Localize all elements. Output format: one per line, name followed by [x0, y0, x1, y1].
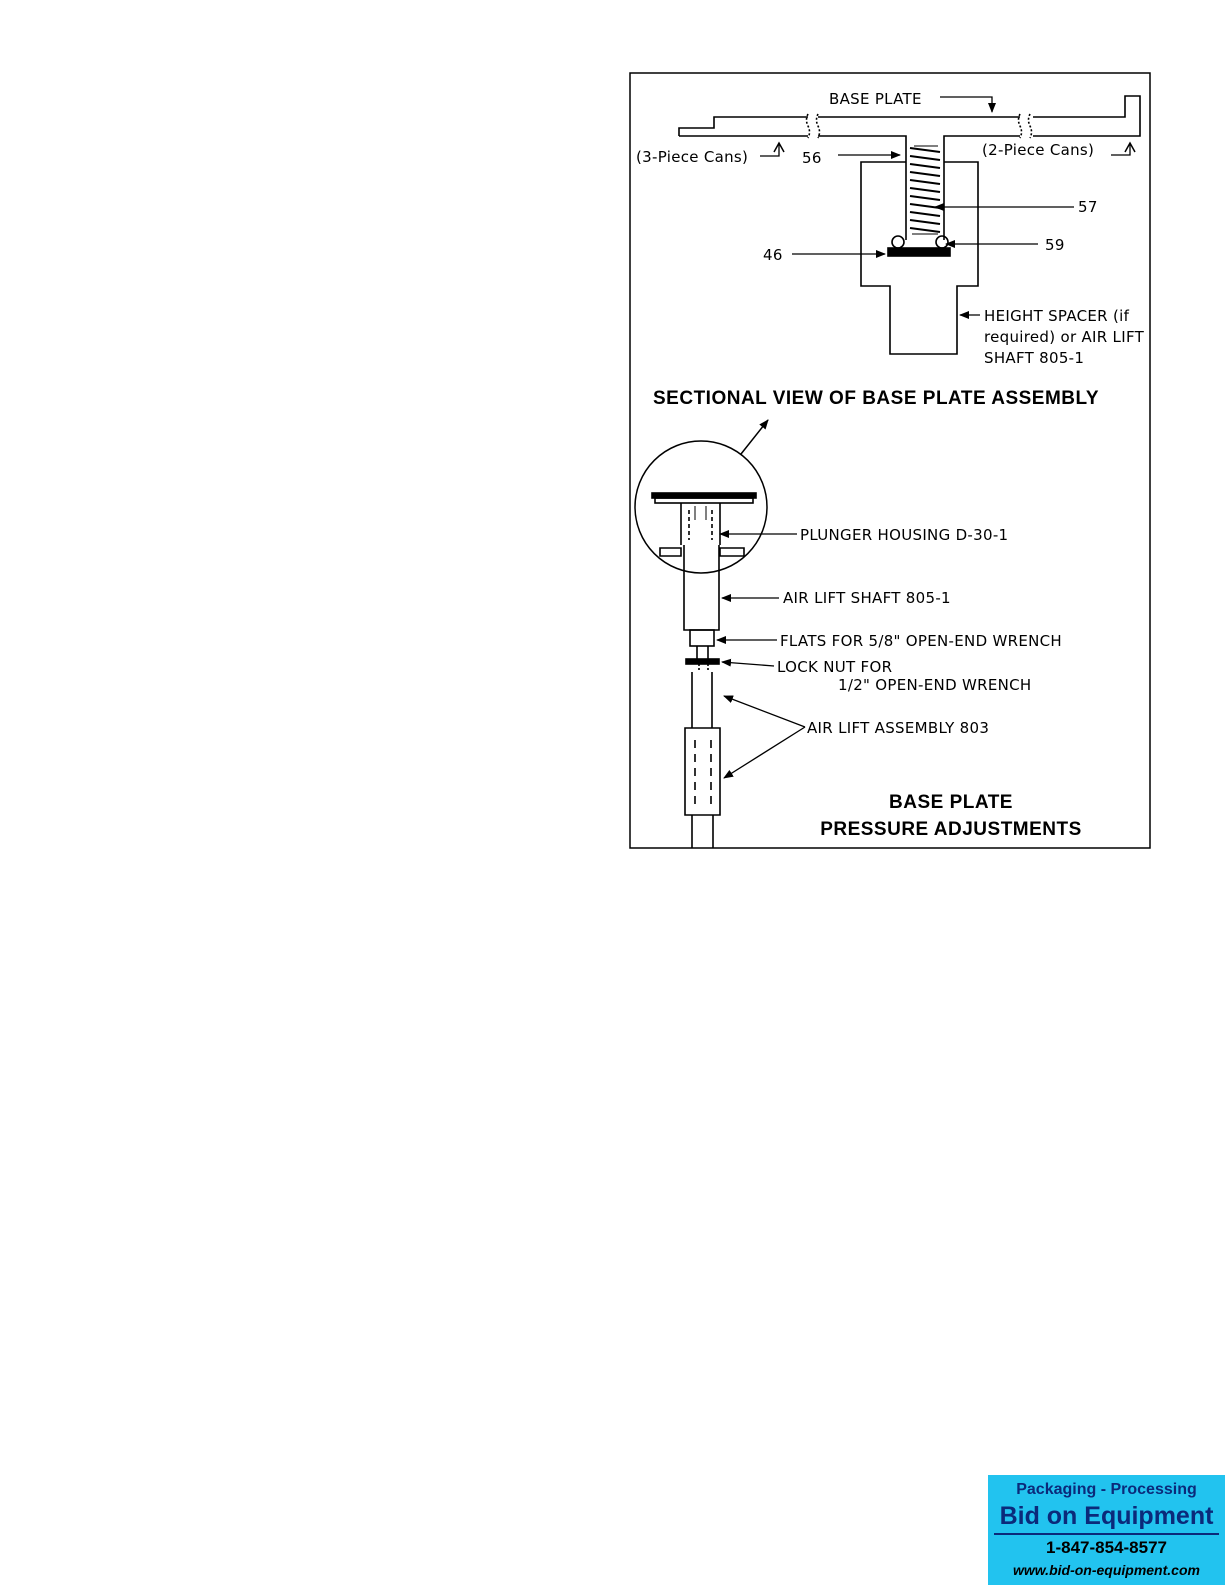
air-lift-assembly-leader-2: [724, 727, 805, 778]
three-piece-label: (3-Piece Cans): [636, 148, 749, 166]
bid-on-equipment-logo[interactable]: [988, 1475, 1225, 1585]
logo-website[interactable]: www.bid-on-equipment.com: [1013, 1562, 1200, 1578]
height-spacer-label-1: HEIGHT SPACER (if: [984, 307, 1130, 325]
part-46-label: 46: [763, 246, 783, 264]
lock-nut-label-1: LOCK NUT FOR: [777, 658, 893, 676]
two-piece-label: (2-Piece Cans): [982, 141, 1095, 159]
height-spacer-label-3: SHAFT 805-1: [984, 349, 1085, 367]
sectional-view-title: SECTIONAL VIEW OF BASE PLATE ASSEMBLY: [653, 388, 1100, 409]
air-lift-assembly-leader-1: [724, 696, 805, 727]
bottom-title-line-2: PRESSURE ADJUSTMENTS: [820, 819, 1082, 840]
lock-nut-leader: [722, 662, 774, 666]
logo-tagline: Packaging - Processing: [1016, 1481, 1197, 1498]
logo-phone: 1-847-854-8577: [1046, 1538, 1167, 1557]
base-plate-label: BASE PLATE: [829, 90, 922, 108]
part-57-label: 57: [1078, 198, 1098, 216]
assembly-drawing: [652, 493, 756, 848]
base-plate-leader: [940, 97, 992, 112]
lock-nut-label-2: 1/2" OPEN-END WRENCH: [838, 676, 1032, 694]
part-56-label: 56: [802, 149, 822, 167]
air-lift-assembly-label: AIR LIFT ASSEMBLY 803: [807, 719, 990, 737]
part-59-label: 59: [1045, 236, 1065, 254]
plunger-housing-label: PLUNGER HOUSING D-30-1: [800, 526, 1009, 544]
height-spacer-label-2: required) or AIR LIFT: [984, 328, 1145, 346]
logo-brand-name: Bid on Equipment: [994, 1502, 1219, 1535]
three-piece-leader: [760, 143, 779, 156]
two-piece-leader: [1111, 143, 1130, 155]
bottom-title-line-1: BASE PLATE: [889, 792, 1013, 813]
air-lift-shaft-label: AIR LIFT SHAFT 805-1: [783, 589, 951, 607]
spring-57: [910, 146, 940, 234]
circle-callout-arrow: [741, 420, 768, 454]
circle-callout: [635, 441, 767, 573]
flats-label: FLATS FOR 5/8" OPEN-END WRENCH: [780, 632, 1062, 650]
